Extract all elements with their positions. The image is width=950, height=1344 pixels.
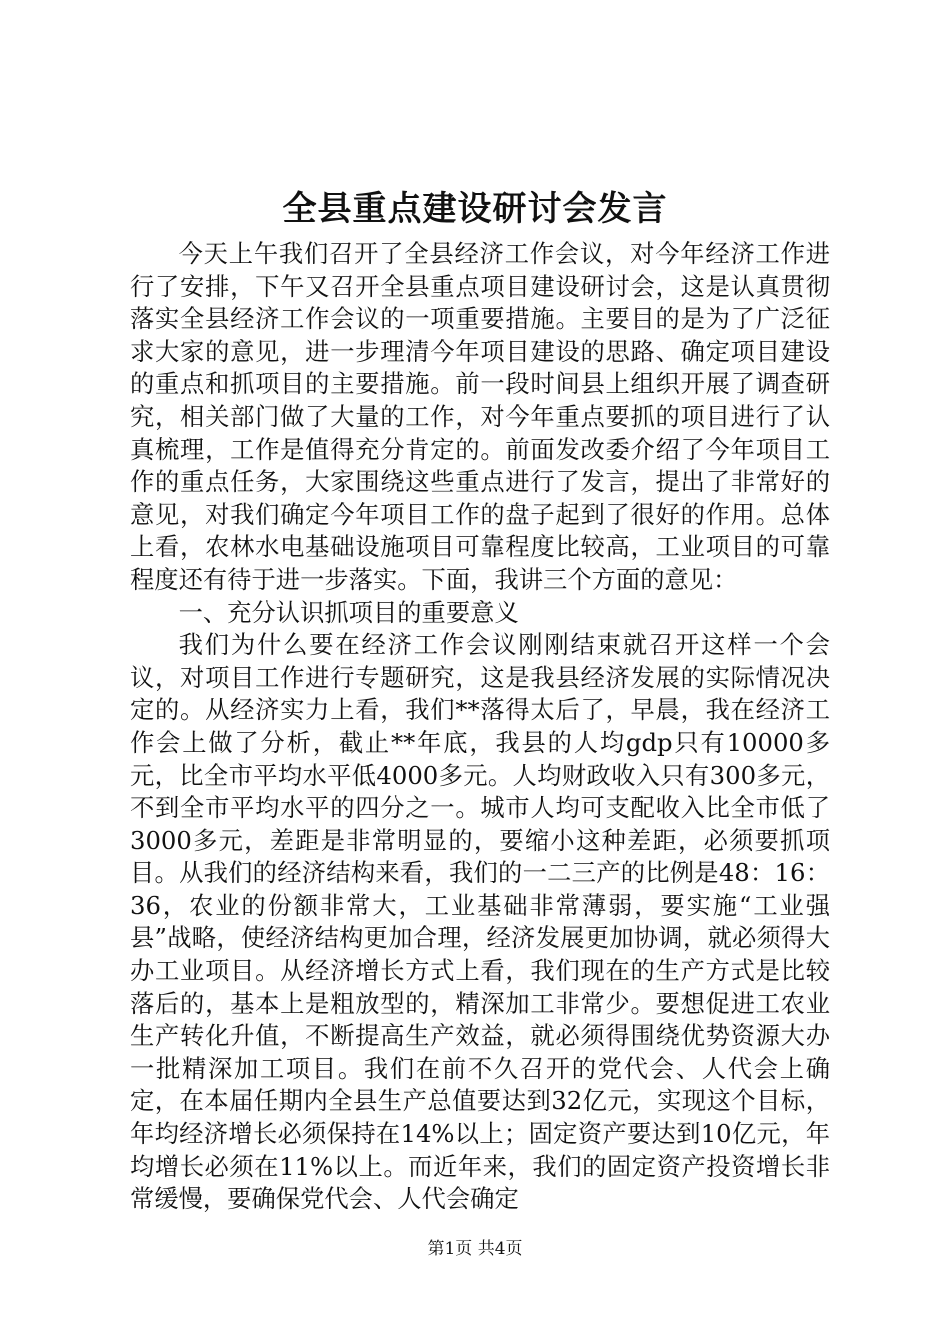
document-title: 全县重点建设研讨会发言 xyxy=(282,189,668,229)
page-number-footer: 第1页 共4页 xyxy=(427,1239,523,1259)
section-heading: 一、充分认识抓项目的重要意义 xyxy=(178,597,519,627)
document-body xyxy=(130,238,830,1216)
intro-paragraph: 今天上午我们召开了全县经济工作会议，对今年经济工作进行了安排，下午又召开全县重点项目建设研讨会，这是认真贯彻落实全县经济工作会议的一项重要措施。主要目的是为了广泛征求大家的意见，进一步理清今年项目建设的思路、确定项目建设的重点和抓项目的主要措施。前一段时间县上组织开展了调查研究，相关部门做了大量的工作，对今年重点要抓的项目进行了认真梳理，工作是值得充分肯定的。前面发改委介绍了今年项目工作的重点任务，大家围绕这些重点进行了发言，提出了非常好的意见，对我们确定今年项目工作的盘子起到了很好的作用。总体上看，农林水电基础设施项目可靠程度比较高，工业项目的可靠程度还有待于进一步落实。下面，我讲三个方面的意见： xyxy=(130,239,830,594)
section-paragraph: 我们为什么要在经济工作会议刚刚结束就召开这样一个会议，对项目工作进行专题研究，这是我县经济发展的实际情况决定的。从经济实力上看，我们**落得太后了，早晨，我在经济工作会上做了分析，截止**年底，我县的人均gdp只有10000多元，比全市平均水平低4000多元。人均财政收入只有300多元，不到全市平均水平的四分之一。城市人均可支配收入比全市低了3000多元，差距是非常明显的，要缩小这种差距，必须要抓项目。从我们的经济结构来看，我们的一二三产的比例是48：16：36，农业的份额非常大，工业基础非常薄弱，要实施“工业强县”战略，使经济结构更加合理，经济发展更加协调，就必须得大办工业项目。从经济增长方式上看，我们现在的生产方式是比较落后的，基本上是粗放型的，精深加工非常少。要想促进工农业生产转化升值，不断提高生产效益，就必须得围绕优势资源大办一批精深加工项目。我们在前不久召开的党代会、人代会上确定，在本届任期内全县生产总值要达到32亿元，实现这个目标，年均经济增长必须保持在14%以上；固定资产要达到10亿元，年均增长必须在11%以上。而近年来，我们的固定资产投资增长非常缓慢，要确保党代会、人代会确定 xyxy=(130,630,830,1214)
